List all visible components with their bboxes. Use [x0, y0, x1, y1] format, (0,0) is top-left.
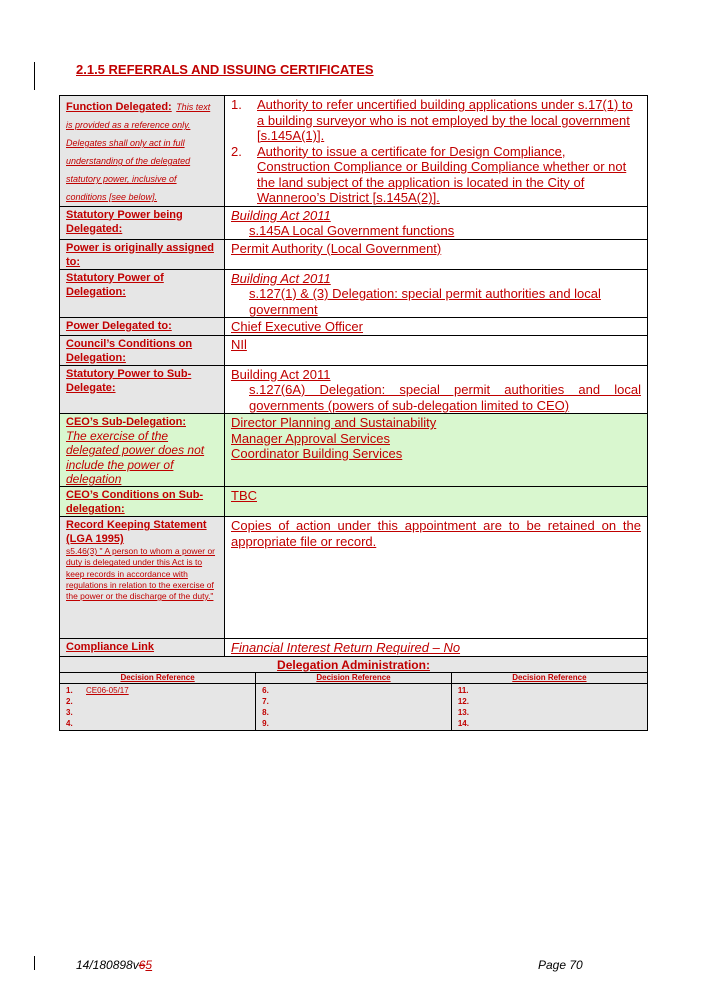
decision-reference-header: Decision Reference: [452, 673, 647, 684]
ceo-conditions-value: TBC: [225, 487, 648, 517]
sub-delegate-power-section: s.127(6A) Delegation: special permit authorities and local governments (powers of sub-delegation limited to CEO): [249, 382, 641, 413]
sub-delegate-power-act: Building Act 2011: [231, 366, 331, 382]
function-item-text: Authority to issue a certificate for Design Compliance, Construction Compliance or Building Compliance whether or not the land subject of the application is located in the City of Wanneroo’s District [s.145A(2)].: [257, 143, 627, 205]
sub-delegate-position: Manager Approval Services: [231, 430, 390, 446]
decision-reference-entry: [66, 696, 249, 707]
function-item: [231, 97, 641, 144]
entry-number: 7.: [262, 696, 269, 706]
ceo-conditions-label-cell: [60, 487, 225, 517]
function-list: [231, 97, 641, 206]
decision-reference-entry: [262, 707, 445, 718]
council-conditions-label-cell: [60, 335, 225, 365]
entry-number: 12.: [457, 696, 469, 706]
entry-value: CE06-05/17: [86, 685, 129, 695]
function-item: [231, 144, 641, 206]
page-number: Page 70: [538, 958, 583, 972]
decision-reference-entry: [262, 696, 445, 707]
decision-reference-entry: [66, 718, 249, 729]
revision-bar-bottom: [34, 956, 35, 970]
delegated-to-value: Chief Executive Officer: [225, 318, 648, 336]
function-item-text: Authority to refer uncertified building applications under s.17(1) to a building surveyor who is not employed by the local government [s.145A(1)].: [257, 97, 633, 143]
council-conditions-label: Council’s Conditions on Delegation:: [66, 337, 193, 364]
entry-number: 9.: [262, 718, 269, 728]
revision-bar-top: [34, 62, 35, 90]
decision-reference-entry: [262, 685, 445, 696]
sub-delegate-power-label-cell: [60, 365, 225, 414]
function-item-number: 1.: [231, 97, 242, 112]
document-version-inserted: 5: [145, 958, 153, 972]
decision-reference-header: Decision Reference: [60, 673, 255, 684]
delegation-table: [59, 95, 648, 731]
statutory-delegation-value: [225, 269, 648, 318]
document-reference-base: 14/180898v: [76, 958, 139, 972]
function-delegated-note: This text is provided as a reference only. Delegates shall only act in full understanding of the delegated statutory power, inclusive of conditions [see below].: [66, 102, 211, 202]
originally-assigned-label: Power is originally assigned to:: [66, 241, 214, 268]
document-version-deleted: 6: [138, 958, 146, 972]
function-delegated-label: Function Delegated:: [66, 101, 172, 113]
delegation-administration-heading: Delegation Administration:: [60, 656, 648, 672]
decision-reference-header: Decision Reference: [256, 673, 451, 684]
statutory-power-label-cell: [60, 206, 225, 239]
delegated-to-label-cell: [60, 318, 225, 336]
compliance-link-text: Financial Interest Return Required – No: [231, 640, 461, 656]
statutory-power-act: Building Act 2011: [231, 207, 331, 223]
council-conditions-value: NIl: [225, 335, 648, 365]
entry-number: 8.: [262, 707, 269, 717]
decision-reference-column: [451, 673, 647, 730]
document-reference: [76, 958, 152, 972]
entry-number: 11.: [457, 685, 469, 695]
decision-reference-column: [256, 673, 452, 730]
decision-reference-entry: [458, 685, 641, 696]
sub-delegate-position: Director Planning and Sustainability: [231, 415, 437, 430]
sub-delegate-power-value: [225, 365, 648, 414]
ceo-sub-delegation-label: CEO’s Sub-Delegation:: [66, 416, 186, 428]
function-delegated-label-cell: [60, 96, 225, 207]
decision-reference-list: [452, 684, 647, 730]
record-keeping-value: Copies of action under this appointment are to be retained on the appropriate file or record.: [225, 517, 648, 639]
statutory-power-section: s.145A Local Government functions: [249, 223, 455, 238]
ceo-sub-delegation-value: [225, 414, 648, 487]
entry-number: 4.: [66, 718, 73, 728]
decision-reference-list: [256, 684, 451, 730]
section-title: 2.1.5 REFERRALS AND ISSUING CERTIFICATES: [76, 62, 374, 77]
record-keeping-note: s5.46(3) " A person to whom a power or duty is delegated under this Act is to keep records in accordance with regulations in relation to the exercise of the power or the discharge of the duty.": [66, 546, 216, 601]
decision-reference-entry: [458, 718, 641, 729]
ceo-conditions-label: CEO’s Conditions on Sub-delegation:: [66, 489, 204, 516]
statutory-delegation-act: Building Act 2011: [231, 270, 331, 286]
originally-assigned-label-cell: [60, 239, 225, 269]
decision-reference-column: [60, 673, 256, 730]
entry-number: 1.: [66, 685, 73, 695]
entry-number: 2.: [66, 696, 73, 706]
record-keeping-label-cell: [60, 517, 225, 639]
decision-reference-entry: [458, 696, 641, 707]
originally-assigned-value: Permit Authority (Local Government): [225, 239, 648, 269]
delegated-to-label: Power Delegated to:: [66, 320, 172, 332]
function-item-number: 2.: [231, 143, 242, 159]
ceo-sub-delegation-note: The exercise of the delegated power does not include the power of delegation: [66, 429, 205, 486]
entry-number: 14.: [457, 718, 469, 728]
sub-delegate-position: Coordinator Building Services: [231, 446, 403, 461]
function-delegated-value: [225, 96, 648, 207]
decision-reference-entry: [262, 718, 445, 729]
entry-number: 3.: [66, 707, 73, 717]
decision-reference-entry: [66, 685, 249, 696]
statutory-delegation-label-cell: [60, 269, 225, 318]
entry-number: 6.: [262, 685, 269, 695]
entry-number: 13.: [457, 707, 469, 717]
decision-reference-entry: [458, 707, 641, 718]
decision-reference-grid: [60, 672, 648, 730]
ceo-sub-delegation-label-cell: [60, 414, 225, 487]
decision-reference-list: [60, 684, 255, 730]
statutory-delegation-label: Statutory Power of Delegation:: [66, 271, 164, 298]
record-keeping-label: Record Keeping Statement (LGA 1995): [66, 519, 207, 546]
compliance-link-value: [225, 639, 648, 657]
sub-delegate-power-label: Statutory Power to Sub-Delegate:: [66, 367, 192, 394]
statutory-delegation-section: s.127(1) & (3) Delegation: special permit authorities and local government: [249, 286, 601, 317]
statutory-power-value: [225, 206, 648, 239]
compliance-link-label-cell: [60, 639, 225, 657]
compliance-link-label: Compliance Link: [66, 641, 155, 654]
decision-reference-entry: [66, 707, 249, 718]
statutory-power-label: Statutory Power being Delegated:: [66, 208, 183, 235]
